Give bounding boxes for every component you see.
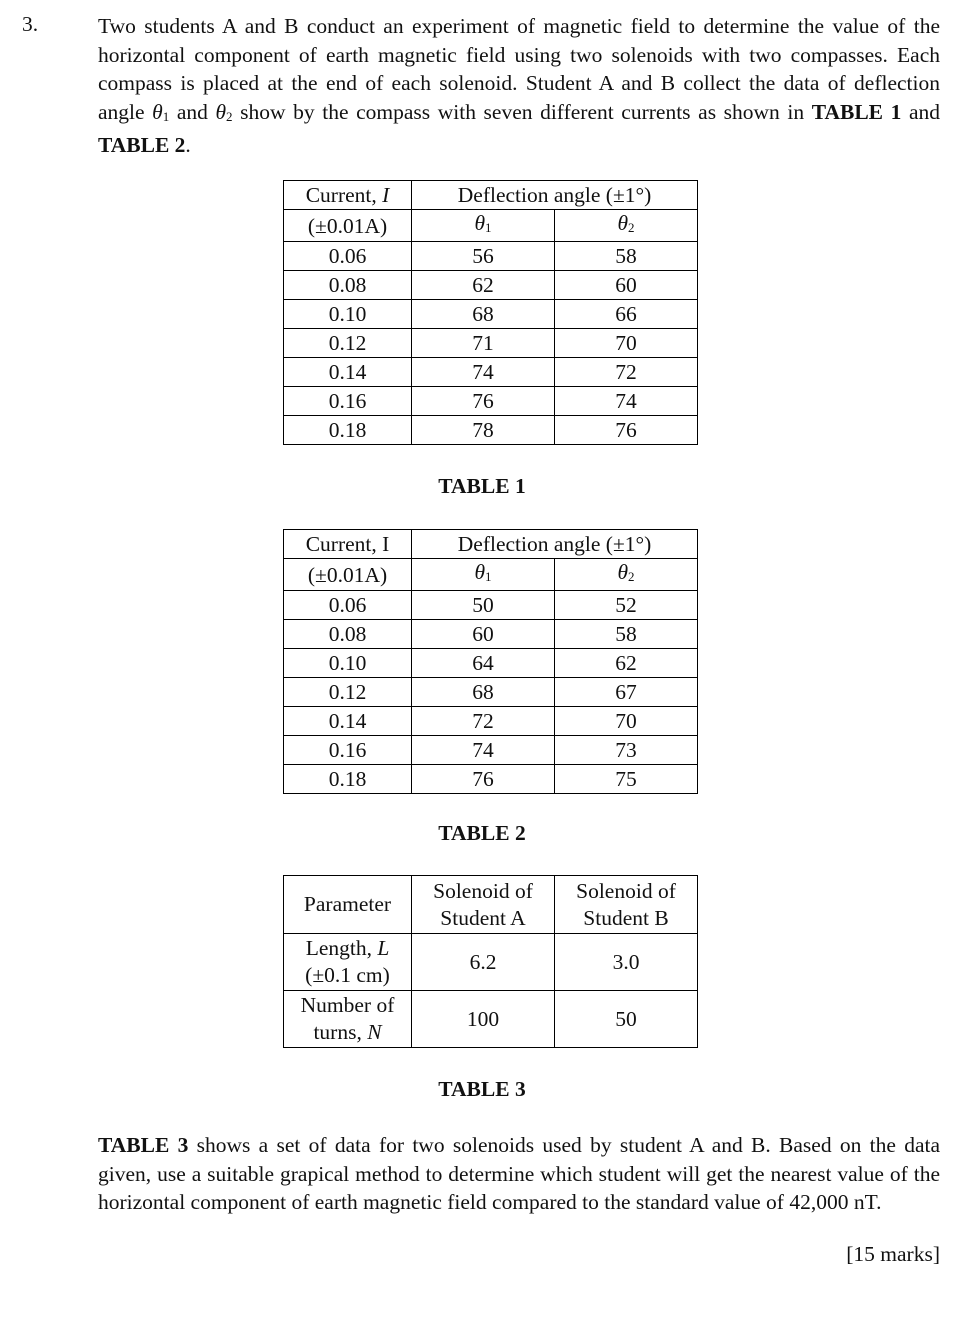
- table-row: 0.12 68 67: [284, 678, 698, 707]
- table-2: [283, 529, 698, 794]
- table-row: Number of turns, N 100 50: [284, 991, 698, 1048]
- table-row: 0.14 72 70: [284, 707, 698, 736]
- header-deflection: Deflection angle (±1°): [412, 181, 698, 210]
- table-3: [283, 875, 698, 1048]
- table-row: 0.06 56 58: [284, 242, 698, 271]
- header-theta1: θ1: [412, 559, 555, 591]
- table-row: 0.10 68 66: [284, 300, 698, 329]
- header-deflection: Deflection angle (±1°): [412, 530, 698, 559]
- table-row: 0.16 76 74: [284, 387, 698, 416]
- table-row: 0.10 64 62: [284, 649, 698, 678]
- header-current: Current, I: [284, 181, 412, 210]
- table-row: 0.12 71 70: [284, 329, 698, 358]
- header-solenoid-b: Solenoid of Student B: [555, 876, 698, 934]
- header-theta2: θ2: [555, 559, 698, 591]
- header-theta1: θ1: [412, 210, 555, 242]
- table3-reference: TABLE 3: [98, 1133, 189, 1157]
- table1-reference: TABLE 1: [811, 99, 902, 124]
- header-solenoid-a: Solenoid of Student A: [412, 876, 555, 934]
- question-task: TABLE 3 shows a set of data for two solenoids used by student A and B. Based on the data given, use a suitable grapical method to determine which student will get the nearest value of the horizontal component of earth magnetic field compared to the standard value of 42,000 nT.: [98, 1133, 941, 1214]
- table-row: 0.18 78 76: [284, 416, 698, 445]
- header-parameter: Parameter: [284, 876, 412, 934]
- header-uncertainty: (±0.01A): [284, 559, 412, 591]
- table-row: 0.14 74 72: [284, 358, 698, 387]
- table-3-caption: TABLE 3: [438, 1077, 526, 1101]
- table-row: 0.06 50 52: [284, 591, 698, 620]
- table-row: Length, L (±0.1 cm) 6.2 3.0: [284, 934, 698, 991]
- marks-allocation: [15 marks]: [846, 1242, 940, 1266]
- table-row: 0.08 62 60: [284, 271, 698, 300]
- table2-reference: TABLE 2: [98, 133, 186, 157]
- table-2-caption: TABLE 2: [438, 821, 526, 845]
- table-1: [283, 180, 698, 445]
- turns-label: Number of turns, N: [284, 991, 412, 1048]
- header-current: Current, I: [284, 530, 412, 559]
- table-row: 0.18 76 75: [284, 765, 698, 794]
- table-row: 0.16 74 73: [284, 736, 698, 765]
- header-theta2: θ2: [555, 210, 698, 242]
- question-intro: Two students A and B conduct an experiment of magnetic field to determine the value of the horizontal component of earth magnetic field using two solenoids with two compasses. Each compass is placed at the end of each solenoid. Student A and B collect the data of deflection angle θ1 and θ2 show by the compass with seven different currents as shown in TABLE 1 and TABLE 2.: [98, 14, 940, 157]
- question-number: 3.: [22, 12, 39, 36]
- length-label: Length, L (±0.1 cm): [284, 934, 412, 991]
- table-1-caption: TABLE 1: [438, 474, 526, 498]
- header-uncertainty: (±0.01A): [284, 210, 412, 242]
- table-row: 0.08 60 58: [284, 620, 698, 649]
